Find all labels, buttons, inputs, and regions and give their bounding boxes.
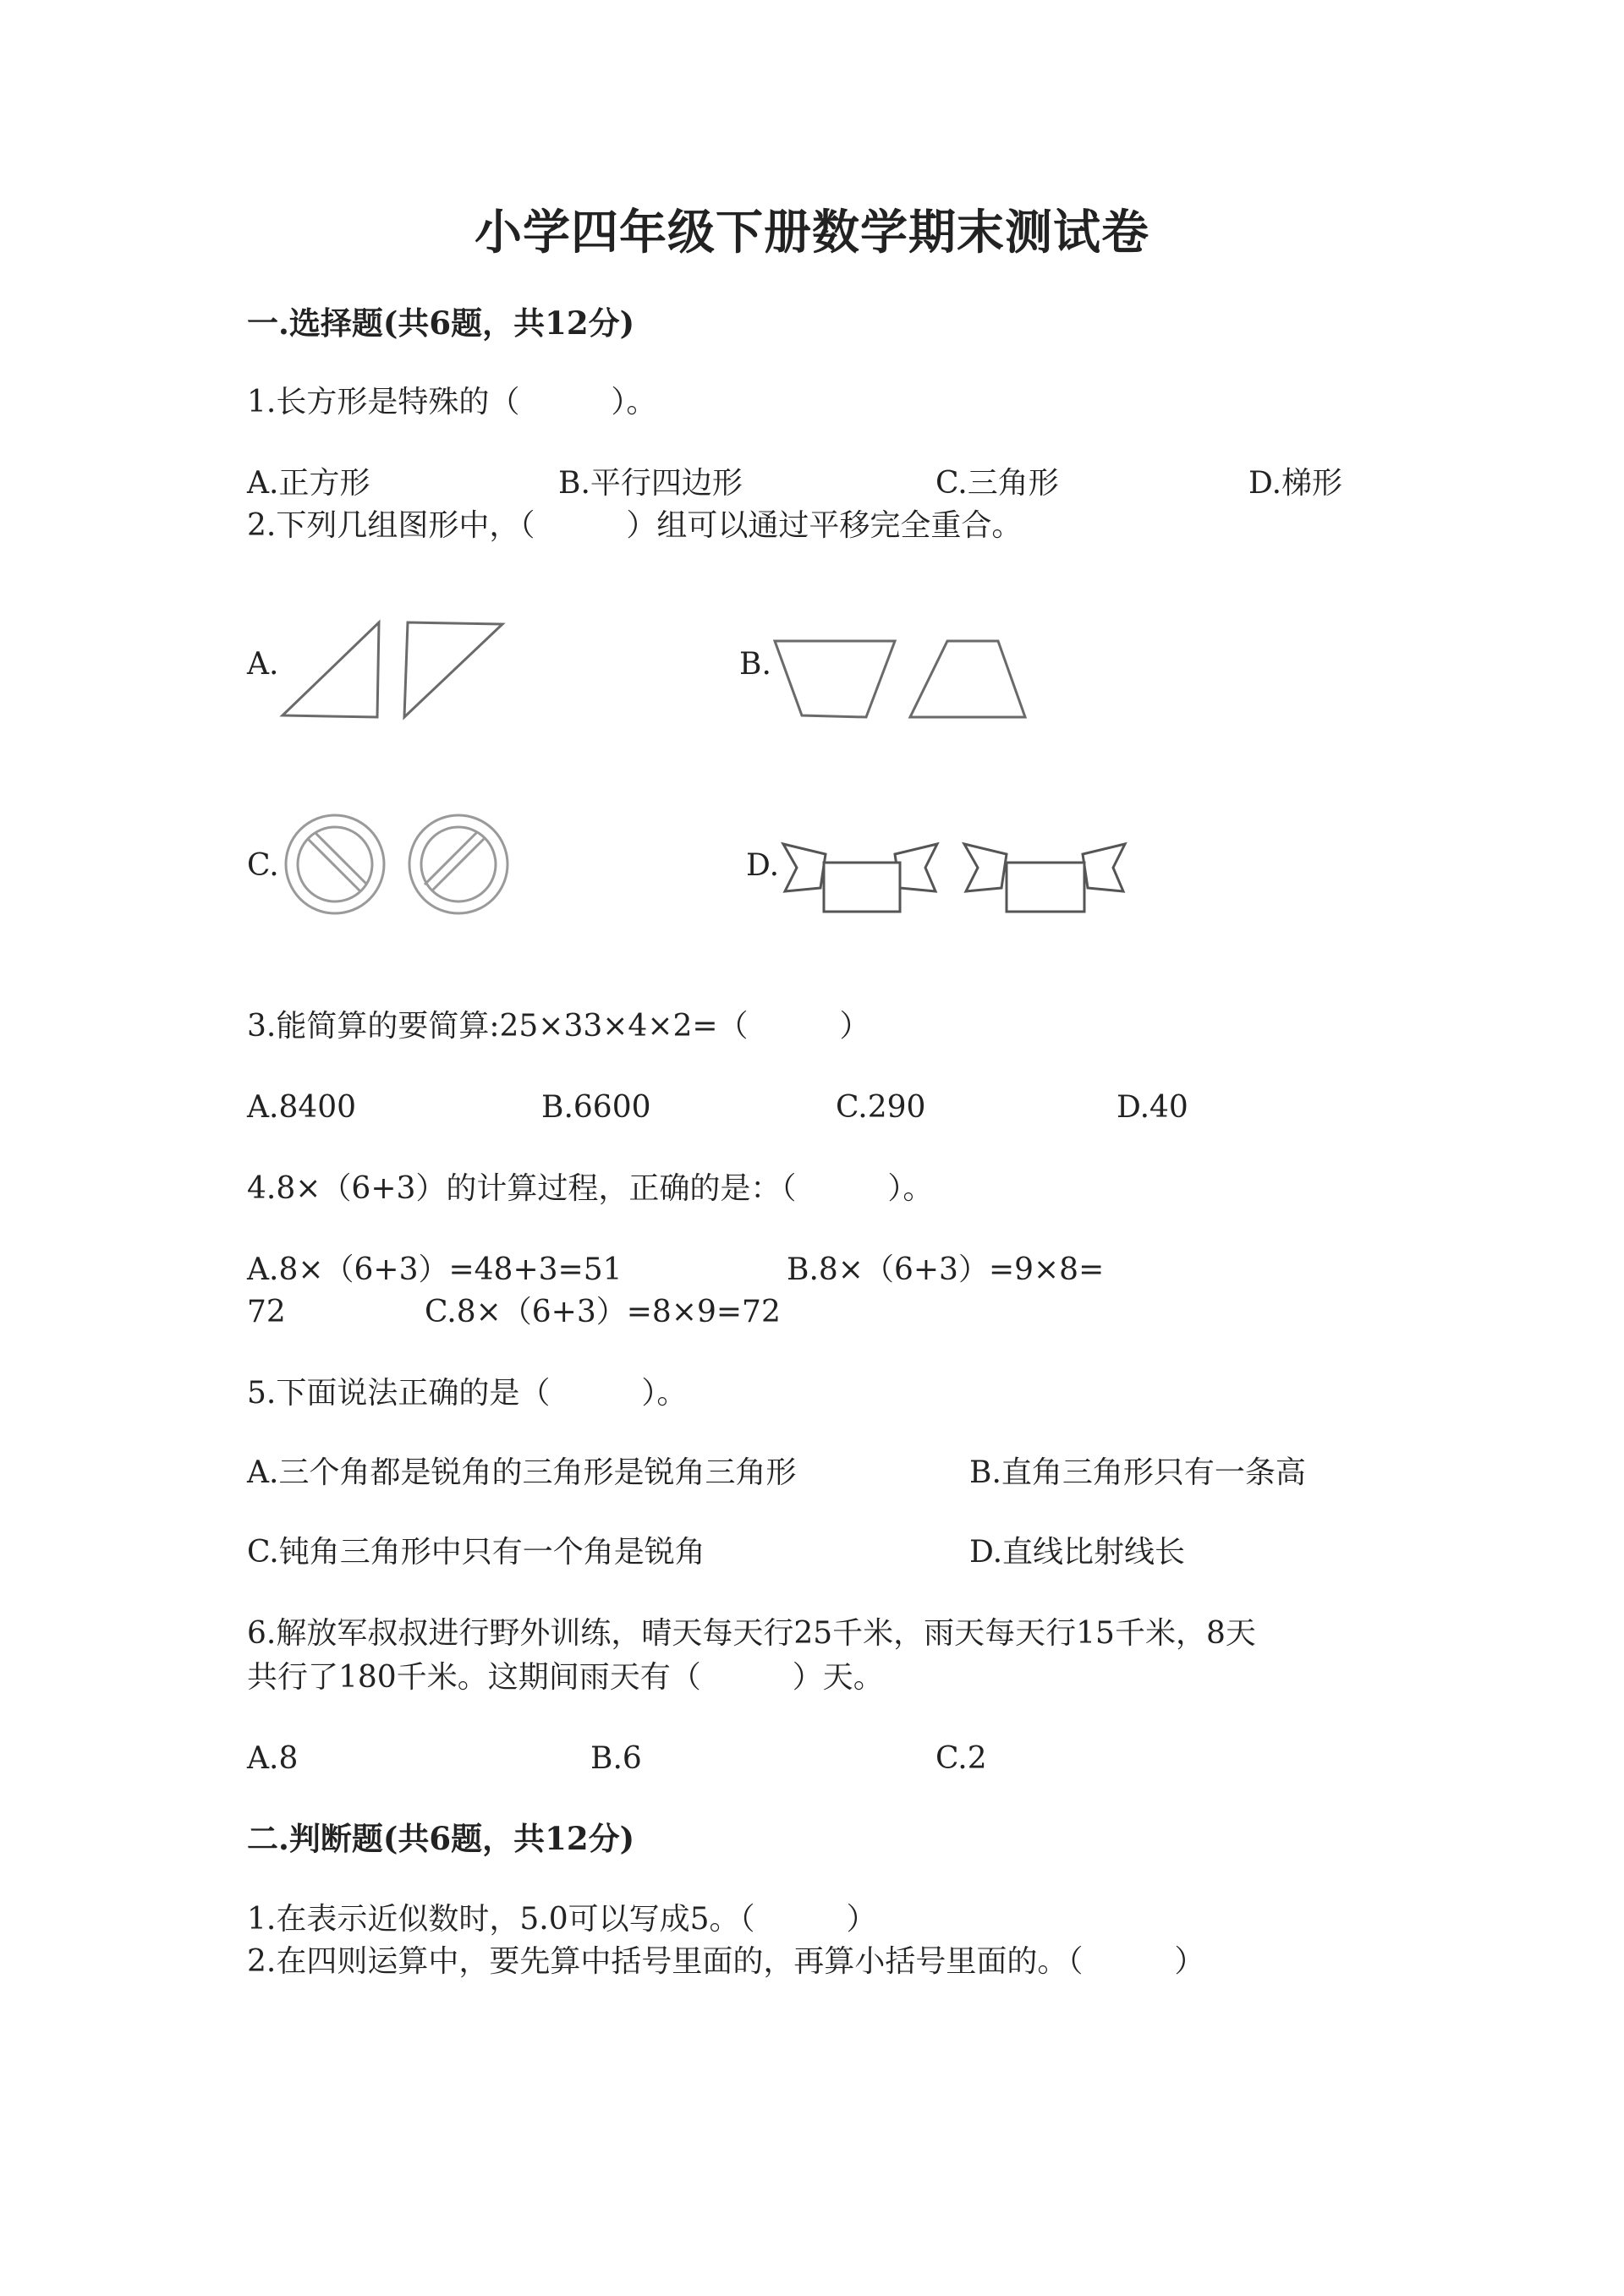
q4-option-c: C.8×（6+3）=8×9=72 [425, 1295, 781, 1329]
q5-option-c: C.钝角三角形中只有一个角是锐角 [247, 1535, 705, 1570]
q1-option-d: D.梯形 [1248, 466, 1343, 501]
q3-stem: 3.能简算的要简算:25×33×4×2=（ ） [247, 1009, 870, 1044]
q2-stem: 2.下列几组图形中，（ ）组可以通过平移完全重合。 [247, 508, 1023, 543]
judge-q2: 2.在四则运算中，要先算中括号里面的，再算小括号里面的。（ ） [247, 1944, 1205, 1979]
q4-stem: 4.8×（6+3）的计算过程，正确的是：（ ）。 [247, 1171, 934, 1206]
q6-option-a: A.8 [247, 1741, 299, 1776]
q3-option-c: C.290 [836, 1090, 926, 1125]
q3-option-b: B.6600 [541, 1090, 651, 1125]
trapezoid-upright [910, 641, 1025, 717]
q6-stem-line1: 6.解放军叔叔进行野外训练，晴天每天行25千米，雨天每天行15千米，8天 [247, 1616, 1256, 1651]
q4-option-b: B.8×（6+3）=9×8= [787, 1252, 1105, 1287]
q2-figure-b-trapezoids [770, 634, 1032, 727]
triangle-left [283, 622, 379, 717]
prohibition-icon [409, 815, 508, 913]
q1-stem: 1.长方形是特殊的（ ）。 [247, 385, 657, 419]
q1-option-a: A.正方形 [247, 466, 370, 501]
q2-option-c-label: C. [247, 848, 279, 883]
q2-option-b-label: B. [739, 647, 771, 682]
q2-figure-c-prohibition-signs [283, 810, 528, 920]
page-title: 小学四年级下册数学期末测试卷 [475, 205, 1149, 260]
q3-option-d: D.40 [1116, 1090, 1188, 1125]
q2-option-a-label: A. [247, 647, 279, 682]
q2-option-d-label: D. [746, 848, 780, 883]
prohibition-icon [286, 815, 384, 913]
trapezoid-inverted [775, 641, 895, 717]
triangle-right [404, 622, 502, 717]
banner-icon [964, 844, 1125, 912]
q6-option-c: C.2 [935, 1741, 987, 1776]
judge-q1: 1.在表示近似数时，5.0可以写成5。（ ） [247, 1902, 877, 1937]
banner-icon [783, 844, 937, 912]
q4-option-a: A.8×（6+3）=48+3=51 [247, 1252, 623, 1287]
q3-option-a: A.8400 [247, 1090, 357, 1125]
q5-stem: 5.下面说法正确的是（ ）。 [247, 1376, 688, 1411]
q5-option-d: D.直线比射线长 [969, 1535, 1186, 1570]
q2-figure-d-banners [776, 837, 1140, 922]
q1-option-c: C.三角形 [935, 466, 1059, 501]
q2-figure-a-triangles [279, 616, 516, 726]
section-2-heading: 二.判断题(共6题，共12分) [247, 1820, 635, 1857]
q4-option-b-continued: 72 [247, 1295, 286, 1329]
section-1-heading: 一.选择题(共6题，共12分) [247, 304, 635, 342]
q1-option-b: B.平行四边形 [558, 466, 743, 501]
q6-stem-line2: 共行了180千米。这期间雨天有（ ）天。 [247, 1660, 884, 1695]
q6-option-b: B.6 [590, 1741, 642, 1776]
q5-option-b: B.直角三角形只有一条高 [969, 1455, 1306, 1490]
q5-option-a: A.三个角都是锐角的三角形是锐角三角形 [247, 1455, 797, 1490]
